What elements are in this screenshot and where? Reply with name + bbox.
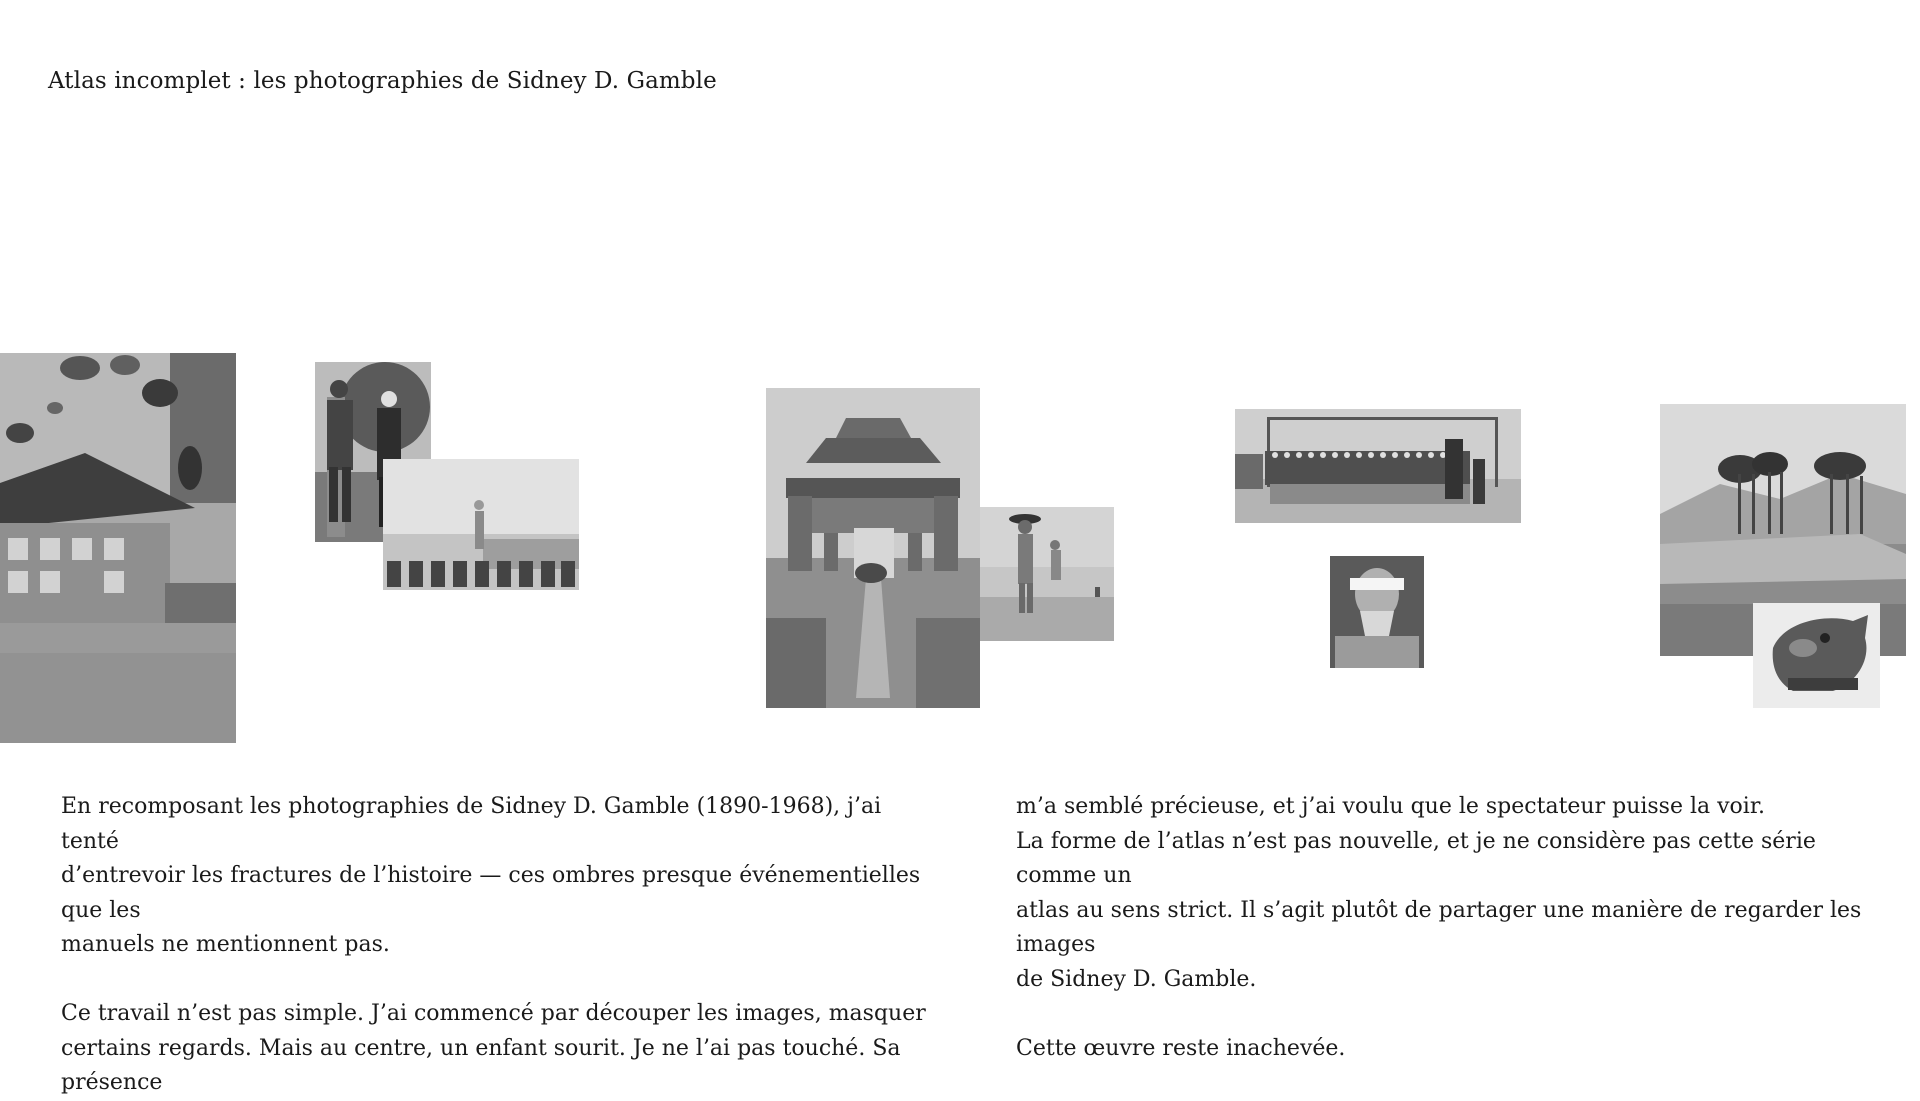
photo-old-man-portrait <box>1330 556 1424 668</box>
text-line: En recomposant les photographies de Sidney D. Gamble (1890-1968), j’ai tenté <box>61 794 882 854</box>
photo-boys-on-shore <box>980 507 1114 641</box>
text-column-right <box>1016 790 1886 1066</box>
text-line: atlas au sens strict. Il s’agit plutôt de partager une manière de regarder les images <box>1016 897 1862 957</box>
text-line: La forme de l’atlas n’est pas nouvelle, et je ne considère pas cette série comme un <box>1016 828 1816 888</box>
text-line: Cette œuvre reste inachevée. <box>1016 1035 1346 1061</box>
photo-figure-by-water <box>383 459 579 590</box>
photo-building-with-ink-stains <box>0 353 236 743</box>
photo-group-portrait <box>1235 409 1521 523</box>
text-line: certains regards. Mais au centre, un enfant sourit. Je ne l’ai pas touché. Sa présence <box>61 1035 901 1095</box>
photo-carved-dragon-head <box>1753 603 1880 708</box>
text-line: d’entrevoir les fractures de l’histoire — ces ombres presque événementielles que les <box>61 863 921 923</box>
text-column-left <box>61 790 931 1101</box>
page-title: Atlas incomplet : les photographies de Sidney D. Gamble <box>48 68 717 94</box>
text-line: m’a semblé précieuse, et j’ai voulu que le spectateur puisse la voir. <box>1016 794 1765 819</box>
text-line: Ce travail n’est pas simple. J’ai commencé par découper les images, masquer <box>61 1001 926 1026</box>
photo-memorial-archway <box>766 388 980 708</box>
text-line: de Sidney D. Gamble. <box>1016 966 1257 992</box>
text-line: manuels ne mentionnent pas. <box>61 932 390 957</box>
